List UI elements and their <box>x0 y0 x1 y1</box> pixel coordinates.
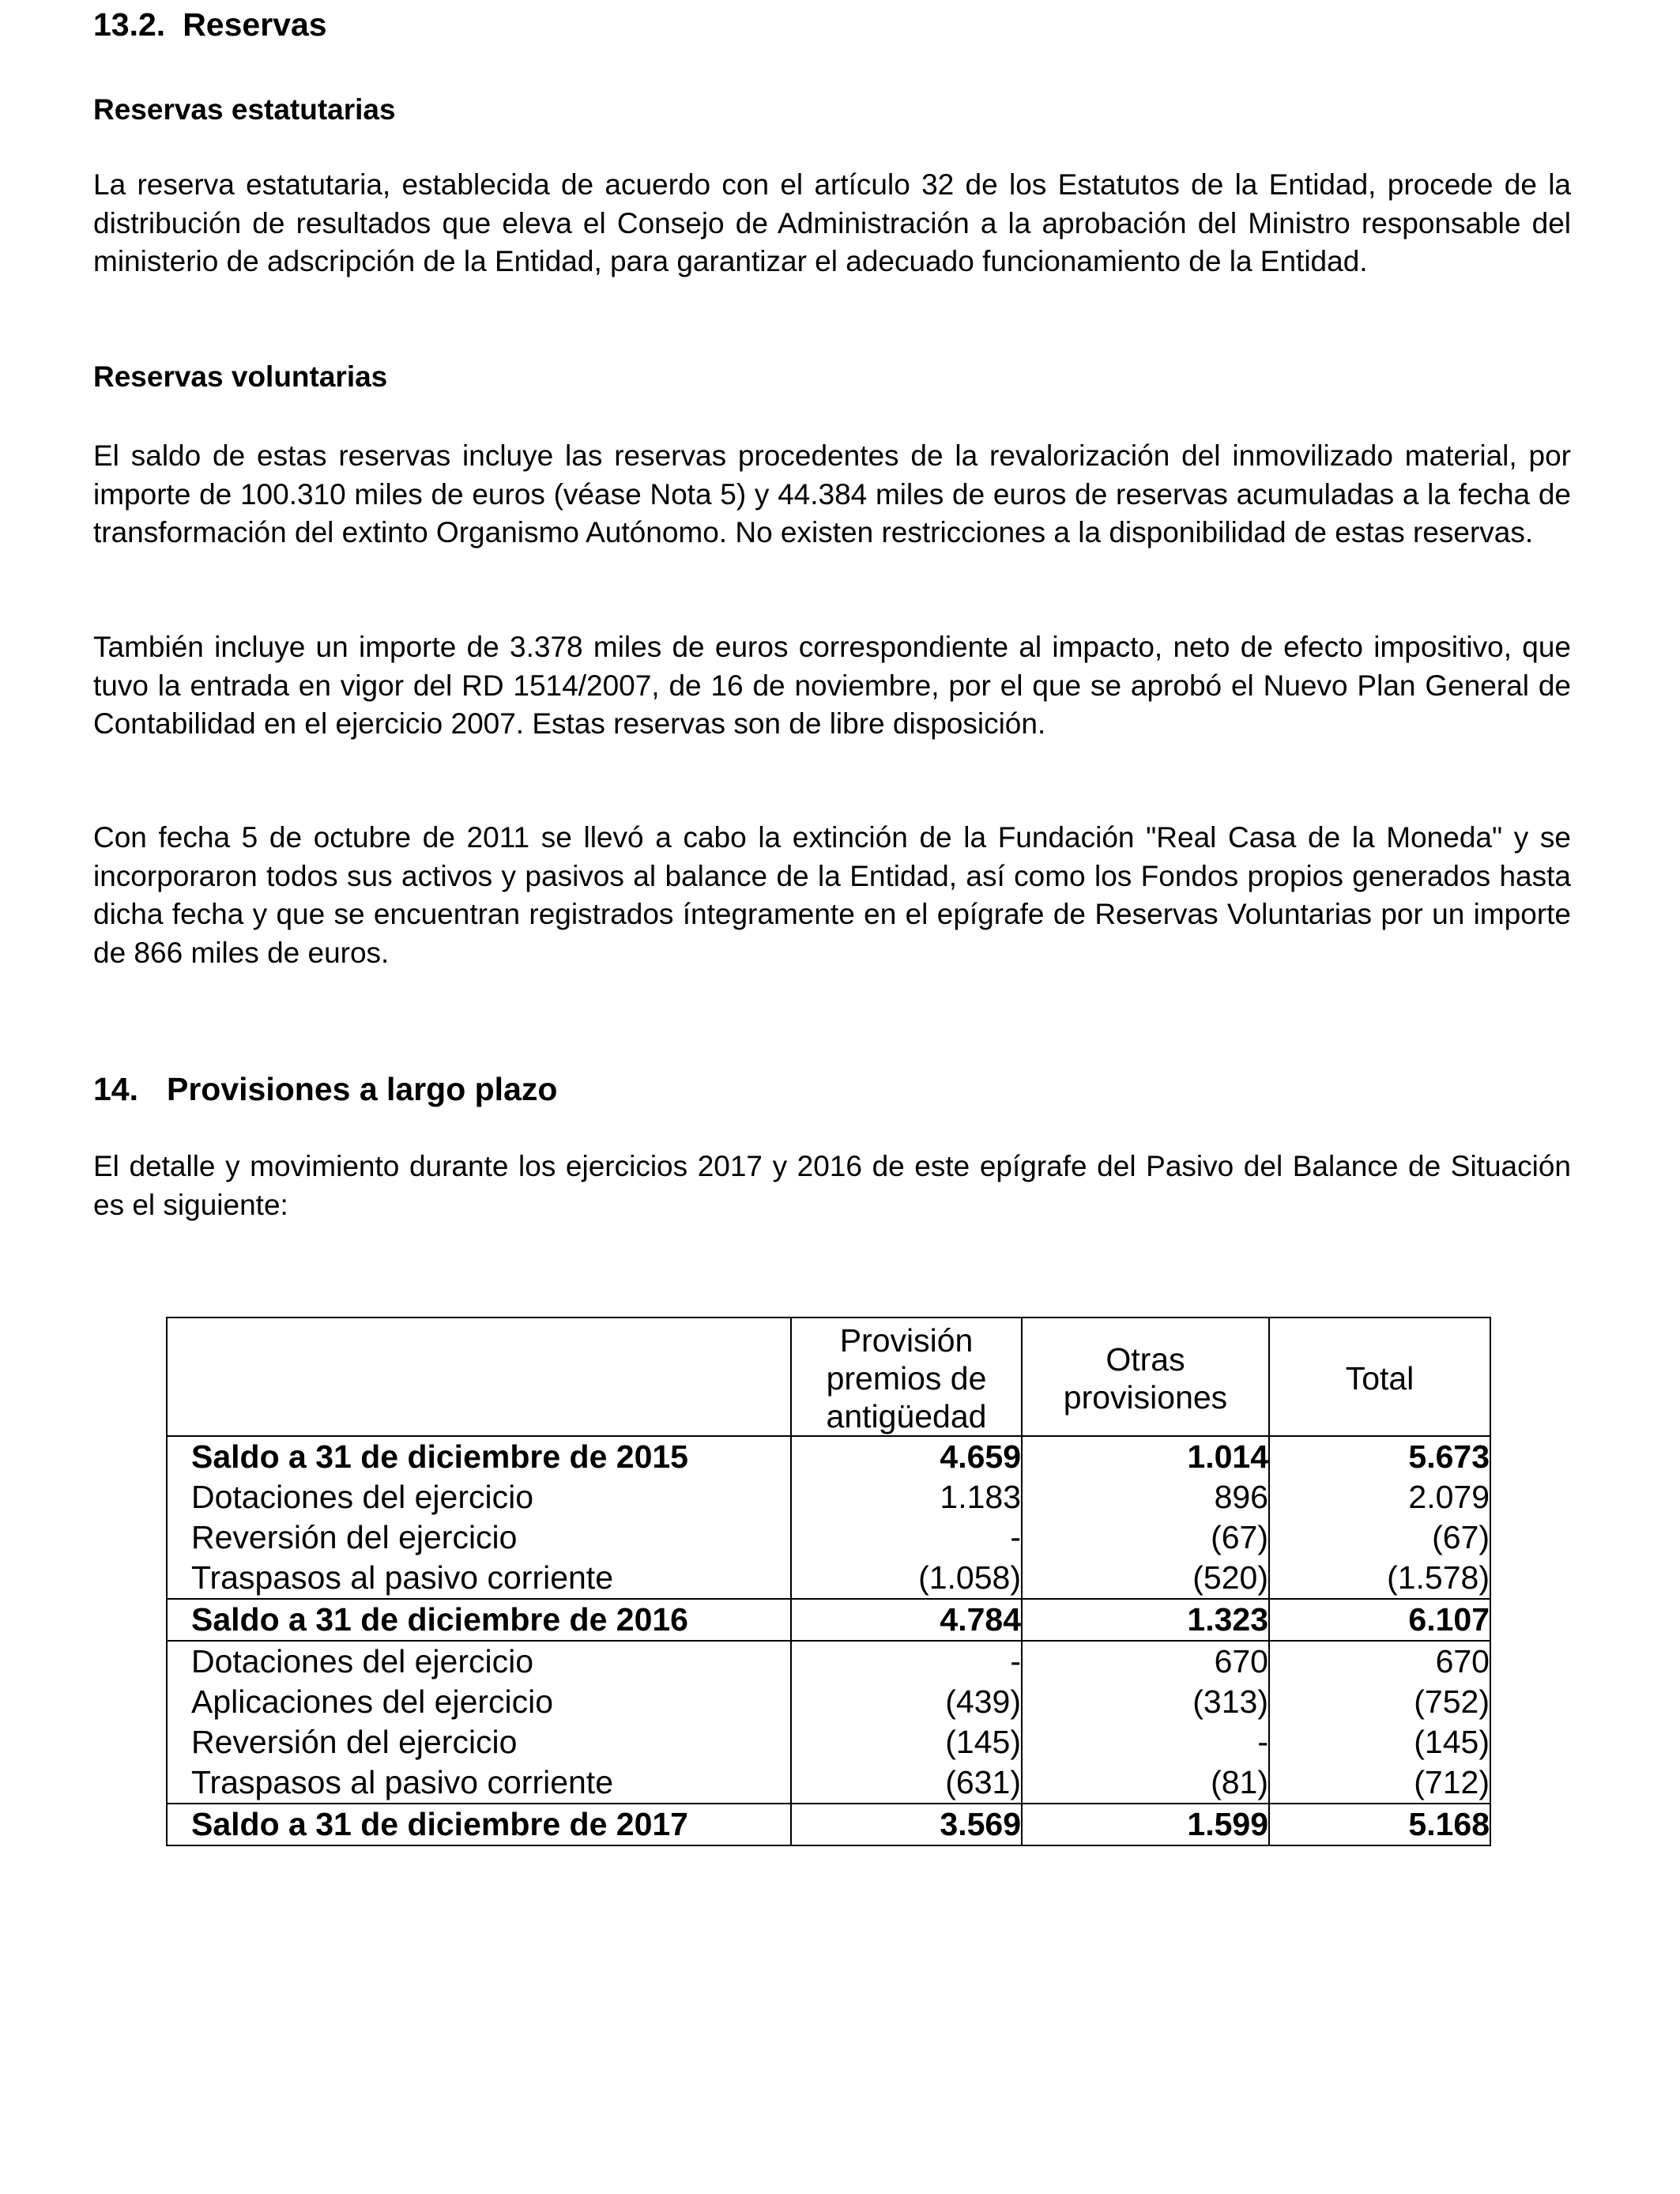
header-otras-provisiones: Otras provisiones <box>1022 1318 1269 1436</box>
cell-provision-premios: 4.659 <box>791 1436 1022 1477</box>
row-label: Saldo a 31 de diciembre de 2017 <box>167 1804 791 1845</box>
section-title: Provisiones a largo plazo <box>167 1071 558 1107</box>
cell-otras-provisiones: 896 <box>1022 1477 1269 1517</box>
cell-total: 670 <box>1269 1641 1490 1682</box>
cell-total: (752) <box>1269 1682 1490 1722</box>
cell-provision-premios: - <box>791 1517 1022 1558</box>
paragraph-voluntarias-2: También incluye un importe de 3.378 miles de euros correspondiente al impacto, neto de efecto impositivo, que tuvo la entrada en vigor del RD 1514/2007, de 16 de noviembre, por el que se aprobó el Nuevo Plan General de Contabilidad en el ejercicio 2007. Estas reservas son de libre disposición. <box>93 631 1571 740</box>
table-row <box>167 1641 1490 1682</box>
table-row <box>167 1517 1490 1558</box>
table-row <box>167 1762 1490 1804</box>
row-label: Dotaciones del ejercicio <box>167 1477 791 1517</box>
cell-otras-provisiones: 1.599 <box>1022 1804 1269 1845</box>
table-row-saldo-2015 <box>167 1436 1490 1477</box>
cell-total: (1.578) <box>1269 1558 1490 1599</box>
table-row-saldo-2017 <box>167 1804 1490 1845</box>
cell-otras-provisiones: (313) <box>1022 1682 1269 1722</box>
cell-provision-premios: 3.569 <box>791 1804 1022 1845</box>
table-row <box>167 1722 1490 1762</box>
cell-otras-provisiones: 1.323 <box>1022 1599 1269 1641</box>
paragraph-provisiones-intro: El detalle y movimiento durante los ejercicios 2017 y 2016 de este epígrafe del Pasivo del Balance de Situación es el siguiente: <box>93 1150 1571 1221</box>
table-header-row <box>167 1318 1490 1436</box>
section-number: 14. <box>93 1071 138 1107</box>
cell-total: 5.168 <box>1269 1804 1490 1845</box>
row-label: Aplicaciones del ejercicio <box>167 1682 791 1722</box>
cell-total: 2.079 <box>1269 1477 1490 1517</box>
cell-provision-premios: 4.784 <box>791 1599 1022 1641</box>
cell-provision-premios: - <box>791 1641 1022 1682</box>
section-title: Reservas <box>183 6 327 43</box>
cell-otras-provisiones: (520) <box>1022 1558 1269 1599</box>
table-row <box>167 1477 1490 1517</box>
cell-provision-premios: (1.058) <box>791 1558 1022 1599</box>
cell-provision-premios: (631) <box>791 1762 1022 1804</box>
cell-total: 5.673 <box>1269 1436 1490 1477</box>
cell-provision-premios: (439) <box>791 1682 1022 1722</box>
cell-total: (67) <box>1269 1517 1490 1558</box>
header-label-column <box>167 1318 791 1436</box>
cell-provision-premios: (145) <box>791 1722 1022 1762</box>
row-label: Dotaciones del ejercicio <box>167 1641 791 1682</box>
cell-otras-provisiones: 1.014 <box>1022 1436 1269 1477</box>
table-row <box>167 1558 1490 1599</box>
cell-total: (145) <box>1269 1722 1490 1762</box>
row-label: Saldo a 31 de diciembre de 2016 <box>167 1599 791 1641</box>
row-label: Traspasos al pasivo corriente <box>167 1762 791 1804</box>
row-label: Reversión del ejercicio <box>167 1517 791 1558</box>
cell-otras-provisiones: (67) <box>1022 1517 1269 1558</box>
header-total: Total <box>1269 1318 1490 1436</box>
section-number: 13.2. <box>93 6 166 43</box>
cell-otras-provisiones: (81) <box>1022 1762 1269 1804</box>
subheading-reservas-estatutarias: Reservas estatutarias <box>93 93 396 126</box>
header-provision-premios: Provisión premios de antigüedad <box>791 1318 1022 1436</box>
provisiones-table <box>166 1317 1491 1846</box>
paragraph-reservas-estatutarias: La reserva estatutaria, establecida de acuerdo con el artículo 32 de los Estatutos de la Entidad, procede de la distribución de resultados que eleva el Consejo de Administración a la aprobación del Ministro responsable del ministerio de adscripción de la Entidad, para garantizar el adecuado funcionamiento de la Entidad. <box>93 168 1571 277</box>
paragraph-voluntarias-1: El saldo de estas reservas incluye las reservas procedentes de la revalorización del inmovilizado material, por importe de 100.310 miles de euros (véase Nota 5) y 44.384 miles de euros de reservas acumuladas a la fecha de transformación del extinto Organismo Autónomo. No existen restricciones a la disponibilidad de estas reservas. <box>93 439 1571 548</box>
subheading-reservas-voluntarias: Reservas voluntarias <box>93 360 388 393</box>
cell-otras-provisiones: 670 <box>1022 1641 1269 1682</box>
row-label: Traspasos al pasivo corriente <box>167 1558 791 1599</box>
section-heading-provisiones <box>93 1071 557 1108</box>
section-heading-reservas <box>93 6 327 43</box>
cell-total: 6.107 <box>1269 1599 1490 1641</box>
paragraph-voluntarias-3: Con fecha 5 de octubre de 2011 se llevó a cabo la extinción de la Fundación "Real Casa de la Moneda" y se incorporaron todos sus activos y pasivos al balance de la Entidad, así como los Fondos propios generados hasta dicha fecha y que se encuentran registrados íntegramente en el epígrafe de Reservas Voluntarias por un importe de 866 miles de euros. <box>93 821 1571 969</box>
table-row <box>167 1682 1490 1722</box>
row-label: Saldo a 31 de diciembre de 2015 <box>167 1436 791 1477</box>
table-row-saldo-2016 <box>167 1599 1490 1641</box>
cell-total: (712) <box>1269 1762 1490 1804</box>
cell-otras-provisiones: - <box>1022 1722 1269 1762</box>
cell-provision-premios: 1.183 <box>791 1477 1022 1517</box>
row-label: Reversión del ejercicio <box>167 1722 791 1762</box>
